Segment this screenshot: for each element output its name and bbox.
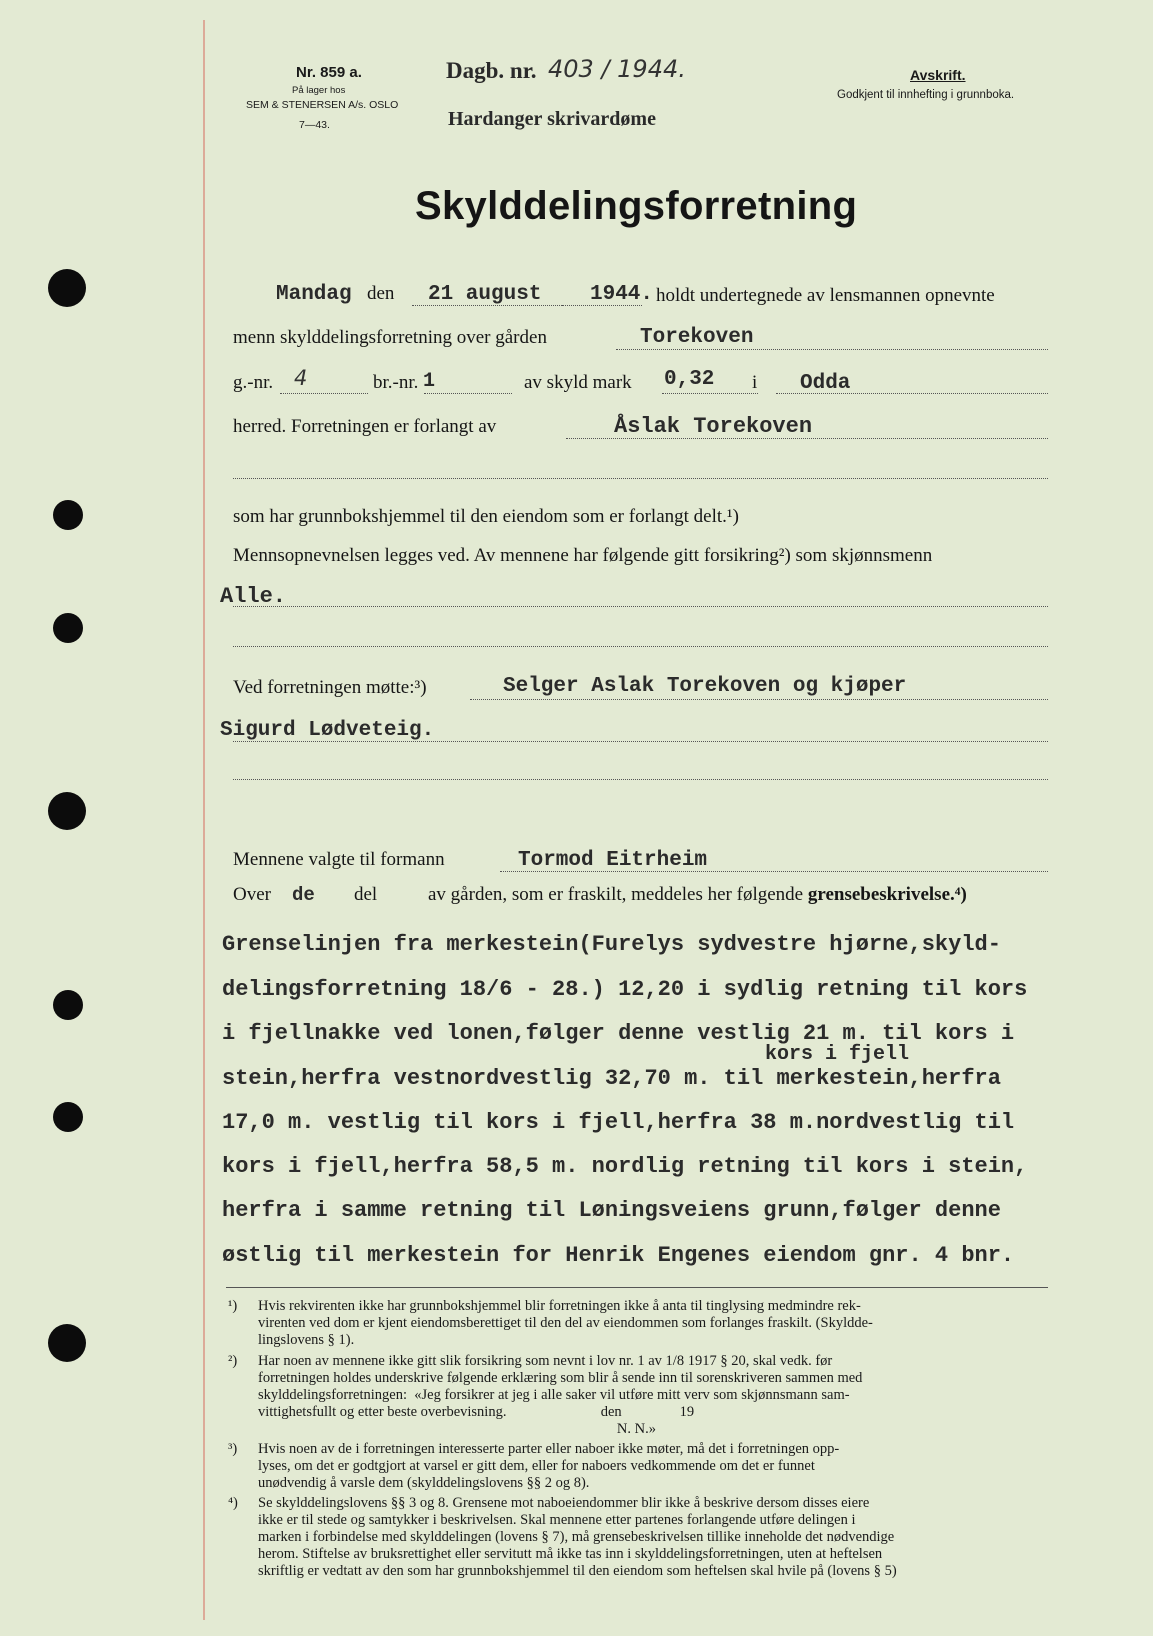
del-label: del bbox=[354, 884, 378, 905]
year-value: 1944. bbox=[590, 283, 654, 306]
over-label: Over bbox=[233, 884, 271, 905]
binder-hole bbox=[53, 990, 83, 1020]
held-text: holdt undertegnede av lensmannen opnevnte bbox=[656, 285, 995, 306]
footnote-number: ¹) bbox=[228, 1298, 238, 1314]
boundary-line: kors i fjell,herfra 58,5 m. nordlig retning til kors i stein, bbox=[222, 1154, 1028, 1179]
printer-line-3: 7—43. bbox=[299, 119, 330, 131]
attended-line-1: Selger Aslak Torekoven og kjøper bbox=[503, 675, 907, 698]
footnote-line: lyses, om det er godtgjort at varsel er gitt dem, eller for naboers vedkommende om det er funnet bbox=[258, 1458, 815, 1474]
avskrift-label: Avskrift. bbox=[910, 67, 966, 83]
binder-hole bbox=[48, 792, 86, 830]
date-value: 21 august bbox=[428, 283, 542, 306]
margin-line bbox=[203, 20, 205, 1620]
boundary-line: herfra i samme retning til Løningsveiens grunn,følger denne bbox=[222, 1198, 1001, 1223]
grunnbok-text: som har grunnbokshjemmel til den eiendom som er forlangt delt.¹) bbox=[233, 506, 739, 527]
binder-hole bbox=[53, 1102, 83, 1132]
footnote-line: lingslovens § 1). bbox=[258, 1332, 355, 1348]
attended-label: Ved forretningen møtte:³) bbox=[233, 677, 427, 698]
chair-label: Mennene valgte til formann bbox=[233, 849, 445, 870]
skyld-value: 0,32 bbox=[664, 368, 715, 391]
herred-value: Odda bbox=[800, 372, 851, 395]
page-title: Skylddelingsforretning bbox=[415, 184, 858, 228]
binder-hole bbox=[53, 613, 83, 643]
skyld-line bbox=[662, 393, 758, 394]
printer-line-1: På lager hos bbox=[292, 85, 346, 96]
court-stamp: Hardanger skrivardøme bbox=[448, 108, 656, 130]
day-value: Mandag bbox=[276, 283, 352, 306]
attended-line-2: Sigurd Lødveteig. bbox=[220, 719, 435, 742]
farm-line bbox=[616, 349, 1048, 350]
chair-value: Tormod Eitrheim bbox=[518, 849, 708, 872]
men-text: menn skylddelingsforretning over gården bbox=[233, 327, 547, 348]
boundary-correction: kors i fjell bbox=[765, 1043, 910, 1066]
footnote-line: skriftlig er vedtatt av den som har grunnbokshjemmel til den eiendom som heftelsen skal hvile på (lovens § 5) bbox=[258, 1563, 897, 1579]
footnote-line: virenten ved dom er kjent eiendomsberettiget til den del av eiendommen som forlanges fraskilt. (Skyldde- bbox=[258, 1315, 873, 1331]
footnote-line: vittighetsfullt og etter beste overbevisning. den 19 bbox=[258, 1404, 695, 1420]
bnr-value: 1 bbox=[423, 370, 436, 393]
blank-line bbox=[233, 478, 1048, 479]
gnr-value: 4 bbox=[294, 366, 308, 390]
boundary-intro-bold: grensebeskrivelse.⁴) bbox=[807, 884, 967, 905]
footnote-number: ⁴) bbox=[228, 1495, 238, 1511]
attended-line bbox=[470, 699, 1048, 700]
boundary-line: 17,0 m. vestlig til kors i fjell,herfra 38 m.nordvestlig til bbox=[222, 1110, 1015, 1135]
dagb-number: 403 / 1944. bbox=[548, 55, 686, 83]
binder-hole bbox=[48, 1324, 86, 1362]
boundary-line: stein,herfra vestnordvestlig 32,70 m. til merkestein,herfra bbox=[222, 1066, 1001, 1091]
boundary-line: delingsforretning 18/6 - 28.) 12,20 i sydlig retning til kors bbox=[222, 977, 1028, 1002]
over-value: de bbox=[292, 884, 315, 906]
boundary-line: østlig til merkestein for Henrik Engenes eiendom gnr. 4 bnr. bbox=[222, 1243, 1015, 1268]
skyld-label: av skyld mark bbox=[524, 372, 632, 393]
footnote-number: ³) bbox=[228, 1441, 238, 1457]
menn-text: Mennsopnevnelsen legges ved. Av mennene har følgende gitt forsikring²) som skjønnsmenn bbox=[233, 545, 933, 566]
insurers-value: Alle. bbox=[220, 584, 287, 609]
footnote-line: unødvendig å varsle dem (skylddelingslovens §§ 2 og 8). bbox=[258, 1475, 590, 1491]
binder-hole bbox=[53, 500, 83, 530]
gnr-line bbox=[280, 393, 368, 394]
form-number: Nr. 859 a. bbox=[296, 64, 362, 81]
herred-text: herred. Forretningen er forlangt av bbox=[233, 416, 497, 437]
blank-line bbox=[233, 779, 1048, 780]
binder-hole bbox=[48, 269, 86, 307]
footnote-line: forretningen holdes underskrive følgende erklæring som blir å sende inn til sorenskriveren sammen med bbox=[258, 1370, 863, 1386]
printer-line-2: SEM & STENERSEN A/s. OSLO bbox=[246, 99, 399, 111]
dagb-label: Dagb. nr. bbox=[446, 58, 537, 83]
bnr-label: br.-nr. bbox=[373, 372, 419, 393]
footnote-line: skylddelingsforretningen: «Jeg forsikrer at jeg i alle saker vil utføre mitt verv som skjønnsmann sam- bbox=[258, 1387, 850, 1403]
footnote-divider bbox=[226, 1287, 1048, 1288]
footnote-line: herom. Stiftelse av bruksrettighet eller servitutt må ikke tas inn i skylddelingsforretningen, uten at heftelsen bbox=[258, 1546, 883, 1562]
boundary-intro-text: av gården, som er fraskilt, meddeles her følgende bbox=[428, 884, 804, 905]
footnote-line: Hvis noen av de i forretningen interesserte parter eller naboer ikke møter, må det i forretningen opp- bbox=[258, 1441, 840, 1457]
approval-note: Godkjent til innhefting i grunnboka. bbox=[837, 89, 1015, 101]
boundary-intro bbox=[428, 884, 967, 906]
footnote-line: Se skylddelingslovens §§ 3 og 8. Grensene mot naboeiendommer blir ikke å beskrive dersom disses eiere bbox=[258, 1495, 870, 1511]
den-label: den bbox=[367, 283, 395, 304]
blank-line bbox=[233, 646, 1048, 647]
footnote-line: N. N.» bbox=[258, 1421, 656, 1437]
attended-line bbox=[233, 741, 1048, 742]
footnote-line: Hvis rekvirenten ikke har grunnbokshjemmel blir forretningen ikke å anta til tinglysing medmindre rek- bbox=[258, 1298, 861, 1314]
footnote-line: Har noen av mennene ikke gitt slik forsikring som nevnt i lov nr. 1 av 1/8 1917 § 20, skal vedk. før bbox=[258, 1353, 833, 1369]
farm-value: Torekoven bbox=[640, 326, 754, 349]
i-label: i bbox=[752, 372, 758, 393]
insurers-line bbox=[233, 606, 1048, 607]
footnote-number: ²) bbox=[228, 1353, 238, 1369]
footnote-line: ikke er til stede og samtykker i beskrivelsen. Skal mennene etter partenes forlangende utføre delingen i bbox=[258, 1512, 856, 1528]
boundary-line: Grenselinjen fra merkestein(Furelys sydvestre hjørne,skyld- bbox=[222, 932, 1001, 957]
footnote-line: marken i forbindelse med skylddelingen (lovens § 7), må grensebeskrivelsen tillike inneholde det nødvendige bbox=[258, 1529, 895, 1545]
gnr-label: g.-nr. bbox=[233, 372, 274, 393]
bnr-line bbox=[424, 393, 512, 394]
boundary-line: i fjellnakke ved lonen,følger denne vestlig 21 m. til kors i bbox=[222, 1021, 1015, 1046]
requester-value: Åslak Torekoven bbox=[614, 414, 813, 439]
